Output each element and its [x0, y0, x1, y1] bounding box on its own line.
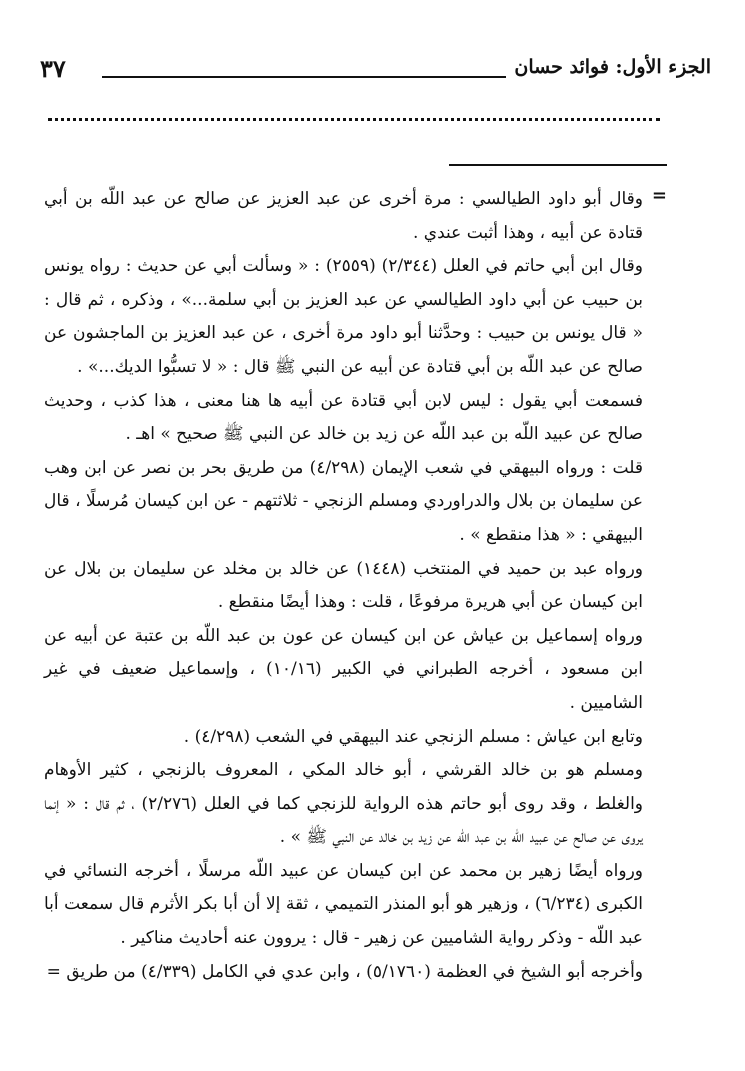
- paragraph: ورواه إسماعيل بن عياش عن ابن كيسان عن عون بن عبد اللّه بن عتبة عن أبيه عن ابن مسعود ، أخرجه الطبراني في الكبير (١٠/١٦) ، وإسماعيل ضعيف في غير الشاميين .: [44, 625, 643, 713]
- paragraph: وتابع ابن عياش : مسلم الزنجي عند البيهقي في الشعب (٤/٢٩٨) .: [183, 726, 643, 747]
- paragraph: قلت : ورواه البيهقي في شعب الإيمان (٤/٢٩٨) من طريق بحر بن نصر عن ابن وهب عن سليمان بن بلال والدراوردي ومسلم الزنجي - ثلاثتهم - عن ابن كيسان مُرسلًا ، قال البيهقي : « هذا منقطع » .: [44, 457, 643, 545]
- paragraph: وأخرجه أبو الشيخ في العظمة (٥/١٧٦٠) ، وابن عدي في الكامل (٤/٣٣٩) من طريق =: [46, 961, 643, 982]
- continuation-mark: =: [651, 185, 667, 206]
- paragraph: وقال أبو داود الطيالسي : مرة أخرى عن عبد العزيز عن صالح عن عبد اللّه بن أبي قتادة عن أبيه ، وهذا أثبت عندي .: [44, 189, 643, 243]
- footnote-separator-rule: [449, 164, 667, 166]
- main-text-dotted-separator: [48, 118, 660, 121]
- page-header: [40, 52, 711, 92]
- header-rule: [102, 76, 506, 78]
- running-title: الجزء الأول: فوائد حسان: [514, 56, 711, 78]
- footnote-body: [44, 183, 643, 989]
- paragraph: ومسلم هو بن خالد القرشي ، أبو خالد المكي ، المعروف بالزنجي ، كثير الأوهام والغلط ، وقد روى أبو حاتم هذه الرواية للزنجي كما في العلل (٢/٢٧٦) ، ثم قال : « إنما يروى عن صالح عن عبيد اللّه بن عبد اللّه عن زيد بن خالد عن النبي ﷺ » .: [44, 760, 644, 848]
- paragraph: وقال ابن أبي حاتم في العلل (٢/٣٤٤) (٢٥٥٩) : « وسألت أبي عن حديث : رواه يونس بن حبيب عن أبي داود الطيالسي عن عبد العزيز بن أبي سلمة...» ، وذكره ، ثم قال : « قال يونس بن حبيب : وحدَّثنا أبو داود مرة أخرى ، عن عبد العزيز بن الماجشون عن صالح عن عبد اللّه بن أبي قتادة عن أبيه عن النبي ﷺ قال : « لا تسبُّوا الديك...» .: [44, 256, 643, 377]
- page-number: ٣٧: [40, 54, 66, 83]
- paragraph: ورواه أيضًا زهير بن محمد عن ابن كيسان عن عبيد اللّه مرسلًا ، أخرجه النسائي في الكبرى (٦/٢٣٤) ، وزهير هو أبو المنذر التميمي ، ثقة إلا أن أبا بكر الأثرم قال سمعت أبا عبد اللّه - وذكر رواية الشاميين عن زهير - قال : يروون عنه أحاديث مناكير .: [44, 860, 643, 949]
- paragraph: ورواه عبد بن حميد في المنتخب (١٤٤٨) عن خالد بن مخلد عن سليمان بن بلال عن ابن كيسان عن أبي هريرة مرفوعًا ، قلت : وهذا أيضًا منقطع .: [44, 558, 643, 613]
- paragraph: فسمعت أبي يقول : ليس لابن أبي قتادة عن أبيه ها هنا معنى ، هذا كذب ، وحديث صالح عن عبيد اللّه بن عبد اللّه عن زيد بن خالد عن النبي ﷺ صحيح » اهـ .: [44, 390, 643, 445]
